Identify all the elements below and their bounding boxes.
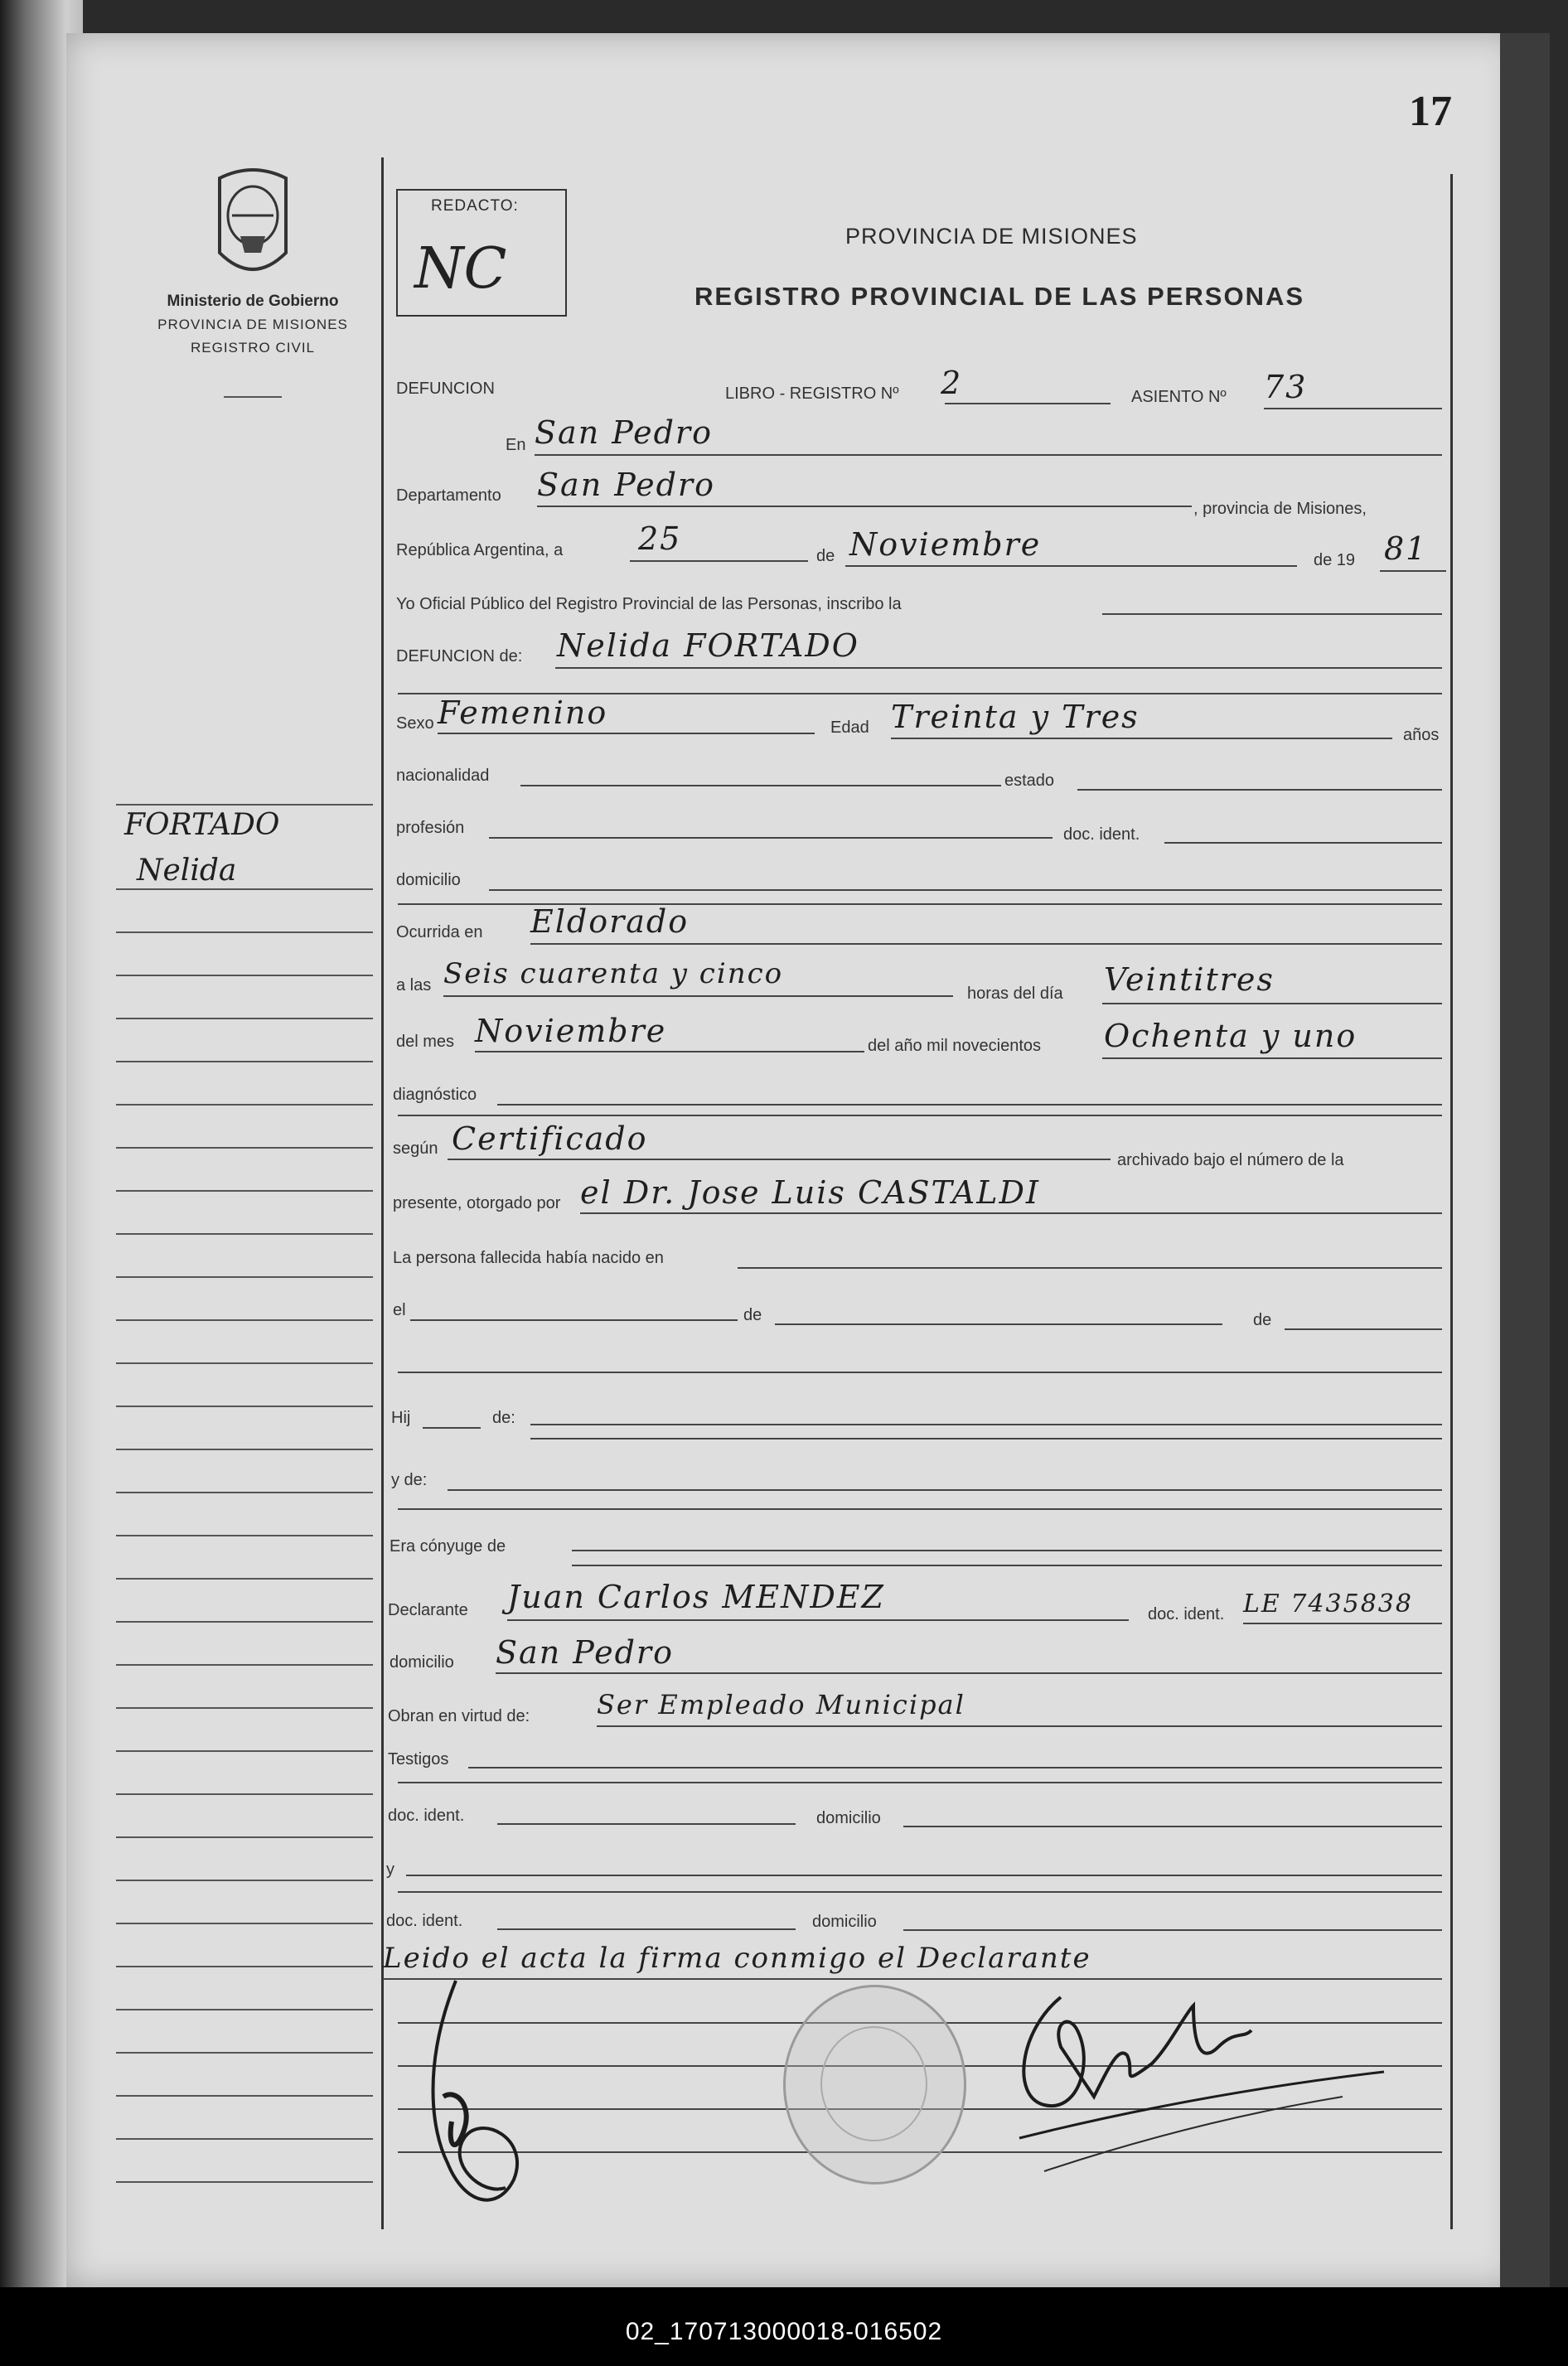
margin-surname: FORTADO [124,808,280,842]
oficial-text: Yo Oficial Público del Registro Provincial de las Personas, inscribo la [396,595,902,613]
right-vertical-rule [1450,174,1453,2229]
archivado-label: archivado bajo el número de la [1117,1151,1344,1169]
ano-mil-label: del año mil novecientos [868,1037,1042,1055]
margin-ruled-line [116,1319,373,1321]
t2-dom-label: domicilio [812,1913,877,1931]
edad-line [891,738,1392,739]
margin-ruled-line [116,1750,373,1752]
t1-doc-label: doc. ident. [388,1807,465,1825]
nacido-de-line-2 [1285,1328,1442,1330]
left-vertical-rule [381,157,384,2229]
edad-value: Treinta y Tres [891,699,1140,735]
margin-ruled-line [116,1836,373,1838]
departamento-label: Departamento [396,486,501,505]
defuncion-de-label: DEFUNCION de: [396,647,523,665]
margin-ruled-line [116,1061,373,1062]
hij-de-line-2 [530,1438,1442,1439]
margin-ruled-line [116,2138,373,2140]
nacionalidad-line [520,785,1001,786]
oficial-line [1102,613,1442,615]
book-cover-edge [1500,33,1550,2287]
y-de-line [448,1489,1442,1491]
horas-label: horas del día [967,985,1063,1003]
presente-label: presente, otorgado por [393,1194,561,1212]
testigos-line-2 [398,1782,1442,1783]
nacionalidad-label: nacionalidad [396,767,490,785]
margin-ruled-line [116,1664,373,1666]
margin-top-rule [116,804,373,806]
ocurrida-line [530,943,1442,945]
defuncion-label: DEFUNCION [396,380,495,398]
declarante-domicilio-value: San Pedro [496,1634,674,1671]
profesion-line [489,837,1053,839]
file-identifier: 02_170713000018-016502 [625,2318,943,2345]
a-las-line [443,995,953,997]
official-seal-inner [820,2026,927,2141]
doc-ident-label: doc. ident. [1063,825,1140,844]
a-las-value: Seis cuarenta y cinco [443,957,784,990]
y-label: y [386,1860,394,1879]
en-value: San Pedro [535,414,713,451]
presente-line [580,1212,1442,1214]
margin-ruled-line [116,2052,373,2054]
domicilio-line [489,889,1442,891]
hij-line [423,1427,481,1429]
mes-line [475,1051,864,1052]
segun-value: Certificado [452,1120,648,1157]
conyuge-line-2 [572,1565,1442,1566]
libro-value: 2 [941,365,963,401]
presente-value: el Dr. Jose Luis CASTALDI [580,1174,1040,1211]
t2-doc-label: doc. ident. [386,1912,463,1930]
day-line [630,560,808,562]
segun-line [448,1159,1111,1160]
hij-label: Hij [391,1409,411,1427]
document-title-registry: REGISTRO PROVINCIAL DE LAS PERSONAS [694,282,1305,311]
margin-given-name: Nelida [137,854,237,888]
provincial-emblem-icon [203,162,302,286]
asiento-label: ASIENTO Nº [1131,388,1227,406]
margin-ruled-line [116,2181,373,2183]
horas-line [1102,1003,1442,1004]
nacido-label: La persona fallecida había nacido en [393,1249,664,1267]
margin-ruled-line [116,1535,373,1536]
estado-line [1077,789,1442,791]
closing-statement: Leido el acta la firma conmigo el Declarante [383,1942,1091,1975]
margin-ruled-line [116,2095,373,2097]
margin-ruled-line [116,1578,373,1580]
page-number: 17 [1409,88,1452,135]
t1-dom-label: domicilio [816,1809,881,1827]
a-las-label: a las [396,976,432,994]
domicilio-label: domicilio [396,871,461,889]
ocurrida-value: Eldorado [530,903,690,940]
testigos-label: Testigos [388,1750,449,1768]
diagnostico-label: diagnóstico [393,1086,477,1104]
declarante-value: Juan Carlos MENDEZ [507,1579,885,1615]
declarante-doc-line [1243,1623,1442,1624]
declarante-domicilio-label: domicilio [390,1653,454,1672]
ocurrida-label: Ocurrida en [396,923,483,941]
margin-ruled-line [116,1923,373,1924]
year-value: 81 [1384,530,1428,567]
nacido-line-2 [398,1372,1442,1373]
sexo-value: Femenino [438,694,608,731]
en-line [535,454,1442,456]
provincia-text: , provincia de Misiones, [1193,500,1367,518]
anos-label: años [1403,726,1440,744]
obran-label: Obran en virtud de: [388,1707,530,1725]
diagnostico-line-2 [398,1115,1442,1116]
edad-label: Edad [830,719,869,737]
margin-ruled-line [116,2009,373,2010]
document-title-province: PROVINCIA DE MISIONES [845,224,1138,249]
declarant-signature [406,1964,555,2221]
republica-label: República Argentina, a [396,541,564,559]
province-name: PROVINCIA DE MISIONES [157,317,348,332]
redacto-box [396,189,567,317]
declarante-doc-value: LE 7435838 [1243,1589,1413,1618]
day-value: 25 [638,520,682,557]
el-label: el [393,1301,406,1319]
margin-ruled-line [116,1104,373,1106]
declarante-line [507,1619,1129,1621]
header-divider [224,396,282,398]
departamento-line [537,506,1192,507]
margin-ruled-line [116,1707,373,1709]
mes-value: Noviembre [475,1013,667,1049]
t1-doc-line [497,1823,796,1825]
mes-label: del mes [396,1033,455,1051]
registry-name: REGISTRO CIVIL [190,340,316,356]
en-label: En [506,436,526,454]
t2-dom-line [903,1929,1442,1931]
margin-ruled-line [116,1621,373,1623]
declarante-domicilio-line [496,1672,1442,1674]
obran-value: Ser Empleado Municipal [597,1689,965,1720]
margin-ruled-line [116,1190,373,1192]
defuncion-de-value: Nelida FORTADO [557,627,859,664]
month-line [845,565,1297,567]
sexo-label: Sexo [396,714,434,733]
de-label: de [816,547,835,565]
t2-doc-line [497,1928,796,1930]
estado-label: estado [1004,772,1055,790]
segun-label: según [393,1139,438,1158]
hij-de-line [530,1424,1442,1425]
month-value: Noviembre [849,526,1042,563]
nacido-de-line [775,1323,1222,1325]
margin-ruled-line [116,1276,373,1278]
margin-ruled-line [116,1147,373,1149]
declarante-doc-label: doc. ident. [1148,1605,1225,1623]
departamento-value: San Pedro [537,467,715,503]
ano-mil-value: Ochenta y uno [1104,1018,1357,1054]
margin-ruled-line [116,1406,373,1407]
ministry-header [116,290,390,360]
margin-ruled-line [116,1449,373,1450]
hij-de-label: de: [492,1409,515,1427]
asiento-line [1264,408,1442,409]
nacido-de-label: de [743,1306,762,1324]
declarante-label: Declarante [388,1601,468,1619]
ministry-name: Ministerio de Gobierno [167,293,339,310]
ano-mil-line [1102,1057,1442,1059]
margin-ruled-line [116,1018,373,1019]
doc-ident-line [1164,842,1442,844]
el-line [410,1319,738,1321]
year-label: de 19 [1314,551,1356,569]
margin-ruled-line [116,1966,373,1967]
margin-ruled-line [116,1233,373,1235]
y-de-label: y de: [391,1471,428,1489]
margin-ruled-line [116,1793,373,1795]
horas-value: Veintitres [1104,961,1275,998]
libro-label: LIBRO - REGISTRO Nº [725,385,899,403]
margin-ruled-line [116,931,373,933]
defuncion-de-line [555,667,1442,669]
y-line-2 [398,1891,1442,1893]
y-line [406,1875,1442,1876]
asiento-value: 73 [1264,369,1308,405]
conyuge-line [572,1550,1442,1551]
libro-line [945,403,1111,404]
t1-dom-line [903,1826,1442,1827]
conyuge-label: Era cónyuge de [390,1537,506,1556]
obran-line [597,1725,1442,1727]
margin-ruled-line [116,1492,373,1493]
profesion-label: profesión [396,819,465,837]
margin-ruled-line [116,1880,373,1881]
diagnostico-line [497,1104,1442,1106]
y-de-line-2 [398,1508,1442,1510]
sexo-line [438,733,815,734]
redacto-label: REDACTO: [431,197,519,215]
testigos-line [468,1767,1442,1768]
nacido-de-label-2: de [1253,1311,1272,1329]
margin-ruled-line [116,888,373,890]
nacido-line [738,1267,1442,1269]
margin-ruled-line [116,975,373,976]
year-line [1380,570,1446,572]
redacto-initials: NC [414,236,507,302]
margin-ruled-line [116,1362,373,1364]
official-signature [995,1981,1392,2196]
